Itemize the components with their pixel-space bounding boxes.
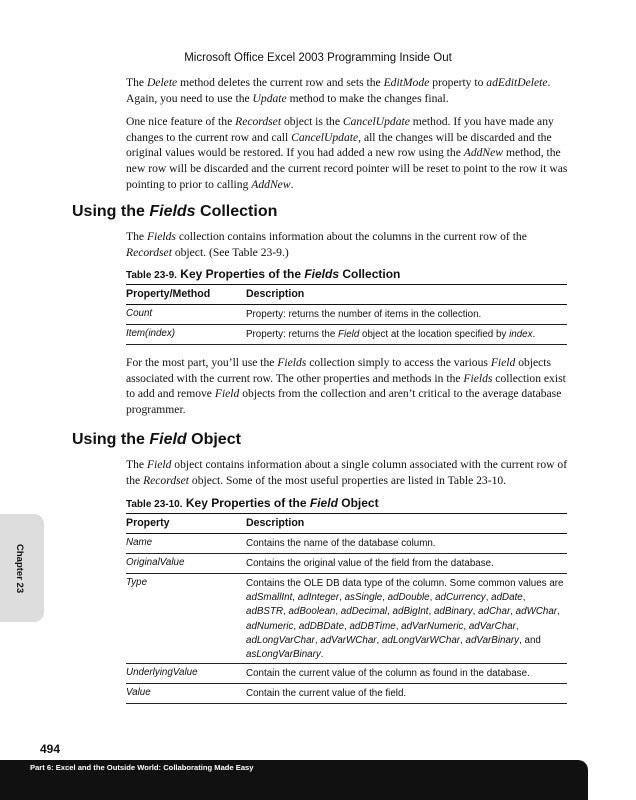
emphasis-term: adCurrency xyxy=(435,592,486,604)
emphasis-term: asLongVarBinary xyxy=(246,649,321,661)
footer-bar xyxy=(0,760,588,800)
emphasis-term: adDBTime xyxy=(349,620,396,632)
property-name: OriginalValue xyxy=(126,557,185,568)
property-description: Contain the current value of the column as found in the database. xyxy=(246,668,530,679)
property-name: Type xyxy=(126,577,148,588)
heading-field-object: Using the Field Object xyxy=(72,431,241,448)
table-23-10-number: Table 23-10. xyxy=(126,499,183,510)
emphasis-term: adNumeric xyxy=(246,620,294,632)
emphasis-term: adDBDate xyxy=(298,620,345,632)
emphasis-term: adVarNumeric xyxy=(401,620,464,632)
emphasis-term: Recordset xyxy=(126,245,172,259)
emphasis-term: adBinary xyxy=(433,606,473,618)
property-name: Value xyxy=(126,687,151,698)
table-23-9-title: Key Properties of the Fields Collection xyxy=(180,267,401,281)
emphasis-term: adSmallInt xyxy=(246,592,293,604)
paragraph-delete-method: The Delete method deletes the current row and sets the EditMode property to adEditDelete. Again, you need to use the Update method to make the changes final. xyxy=(126,76,551,105)
emphasis-term: adInteger xyxy=(297,592,340,604)
emphasis-term: adEditDelete xyxy=(486,76,548,89)
table-header-row xyxy=(126,284,567,305)
footer-part-title: Part 6: Excel and the Outside World: Collaborating Made Easy xyxy=(30,763,254,772)
emphasis-term: EditMode xyxy=(383,76,430,89)
property-description: Contain the current value of the field. xyxy=(246,688,407,699)
emphasis-term: adVarChar xyxy=(468,620,516,632)
emphasis-term: adVarBinary xyxy=(465,634,520,646)
table-header-row xyxy=(126,513,567,534)
table-23-9 xyxy=(126,284,567,345)
emphasis-term: Fields xyxy=(304,267,340,281)
chapter-side-tab xyxy=(0,514,44,622)
paragraph-fields-usage: For the most part, you’ll use the Fields collection simply to access the various Field objects associated with the current row. The other properties and methods in the Fields collection exist to add and remove Field objects from the collection and aren’t critical to the average database programmer. xyxy=(126,356,566,417)
column-header-description: Description xyxy=(246,288,305,300)
property-description: Contains the original value of the field from the database. xyxy=(246,558,494,569)
page-number: 494 xyxy=(40,742,61,756)
emphasis-term: Field xyxy=(149,431,187,448)
emphasis-term: Fields xyxy=(463,371,493,385)
emphasis-term: adLongVarWChar xyxy=(381,634,461,646)
emphasis-term: adDate xyxy=(491,592,523,604)
paragraph-field-intro: The Field object contains information about a single column associated with the current row of the Recordset object. Some of the most useful properties are listed in Table 23-10. xyxy=(126,458,568,487)
emphasis-term: Field xyxy=(338,329,360,340)
table-23-9-caption xyxy=(126,267,400,281)
emphasis-term: adDecimal xyxy=(340,606,388,618)
table-row xyxy=(126,554,567,574)
table-row xyxy=(126,325,567,345)
property-description: Property: returns the Field object at the location specified by index. xyxy=(246,329,536,340)
emphasis-term: adChar xyxy=(478,606,511,618)
emphasis-term: adDouble xyxy=(387,592,430,604)
table-row xyxy=(126,574,567,664)
running-header: Microsoft Office Excel 2003 Programming Inside Out xyxy=(184,52,452,64)
emphasis-term: Fields xyxy=(149,203,196,220)
emphasis-term: Fields xyxy=(277,356,307,369)
table-row xyxy=(126,534,567,554)
emphasis-term: asSingle xyxy=(344,592,383,604)
table-23-10-caption xyxy=(126,496,379,510)
emphasis-term: CancelUpdate xyxy=(342,115,410,128)
emphasis-term: adWChar xyxy=(515,606,558,618)
property-description: Contains the name of the database column. xyxy=(246,538,436,549)
emphasis-term: index xyxy=(509,329,533,340)
emphasis-term: Recordset xyxy=(235,115,282,128)
emphasis-term: adBoolean xyxy=(288,606,336,618)
emphasis-term: adLongVarChar xyxy=(246,634,315,646)
property-name: UnderlyingValue xyxy=(126,667,198,678)
emphasis-term: adBigInt xyxy=(392,606,429,618)
table-row xyxy=(126,684,567,704)
emphasis-term: adBSTR xyxy=(246,606,284,618)
paragraph-fields-intro: The Fields collection contains information about the columns in the current row of the Recordset object. (See Table 23-9.) xyxy=(126,230,527,259)
column-header-property: Property/Method xyxy=(126,288,211,300)
property-name: Name xyxy=(126,537,153,548)
table-23-10-title: Key Properties of the Field Object xyxy=(185,496,379,510)
property-description: Contains the OLE DB data type of the column. Some common values are adSmallInt, adInteger, asSingle, adDouble, adCurrency, adDate, adBSTR, adBoolean, adDecimal, adBigInt, adBinary, adChar, adWChar, adNumeric, adDBDate, adDBTime, adVarNumeric, adVarChar, adLongVarChar, adVarWChar, adLongVarWChar, adVarBinary, and asLongVarBinary. xyxy=(246,578,564,661)
property-name: Item(index) xyxy=(126,328,175,339)
column-header-property: Property xyxy=(126,517,170,529)
emphasis-term: Field xyxy=(490,356,516,369)
emphasis-term: Recordset xyxy=(143,473,189,487)
table-23-9-number: Table 23-9. xyxy=(126,270,177,281)
table-row xyxy=(126,305,567,325)
emphasis-term: Field xyxy=(146,458,172,471)
table-row xyxy=(126,664,567,684)
property-name: Count xyxy=(126,308,153,319)
emphasis-term: Fields xyxy=(146,230,176,243)
emphasis-term: adVarWChar xyxy=(320,634,377,646)
table-23-10 xyxy=(126,513,567,704)
emphasis-term: AddNew xyxy=(251,177,291,191)
emphasis-term: Update xyxy=(252,91,287,105)
column-header-description: Description xyxy=(246,517,305,529)
emphasis-term: AddNew xyxy=(463,146,504,160)
emphasis-term: Field xyxy=(309,496,338,510)
property-description: Property: returns the number of items in the collection. xyxy=(246,309,482,320)
emphasis-term: Delete xyxy=(146,76,178,89)
heading-fields-collection: Using the Fields Collection xyxy=(72,203,278,220)
emphasis-term: CancelUpdate xyxy=(291,130,359,144)
paragraph-cancel-update: One nice feature of the Recordset object is the CancelUpdate method. If you have made any changes to the current row and call CancelUpdate, all the changes will be discarded and the original values would be restored. If you had added a new row using the AddNew method, the new row will be discarded and the current record pointer will be reset to point to the row it was pointing to prior to calling AddNew. xyxy=(126,115,568,191)
emphasis-term: Field xyxy=(214,387,240,401)
chapter-tab-label: Chapter 23 xyxy=(14,544,25,594)
